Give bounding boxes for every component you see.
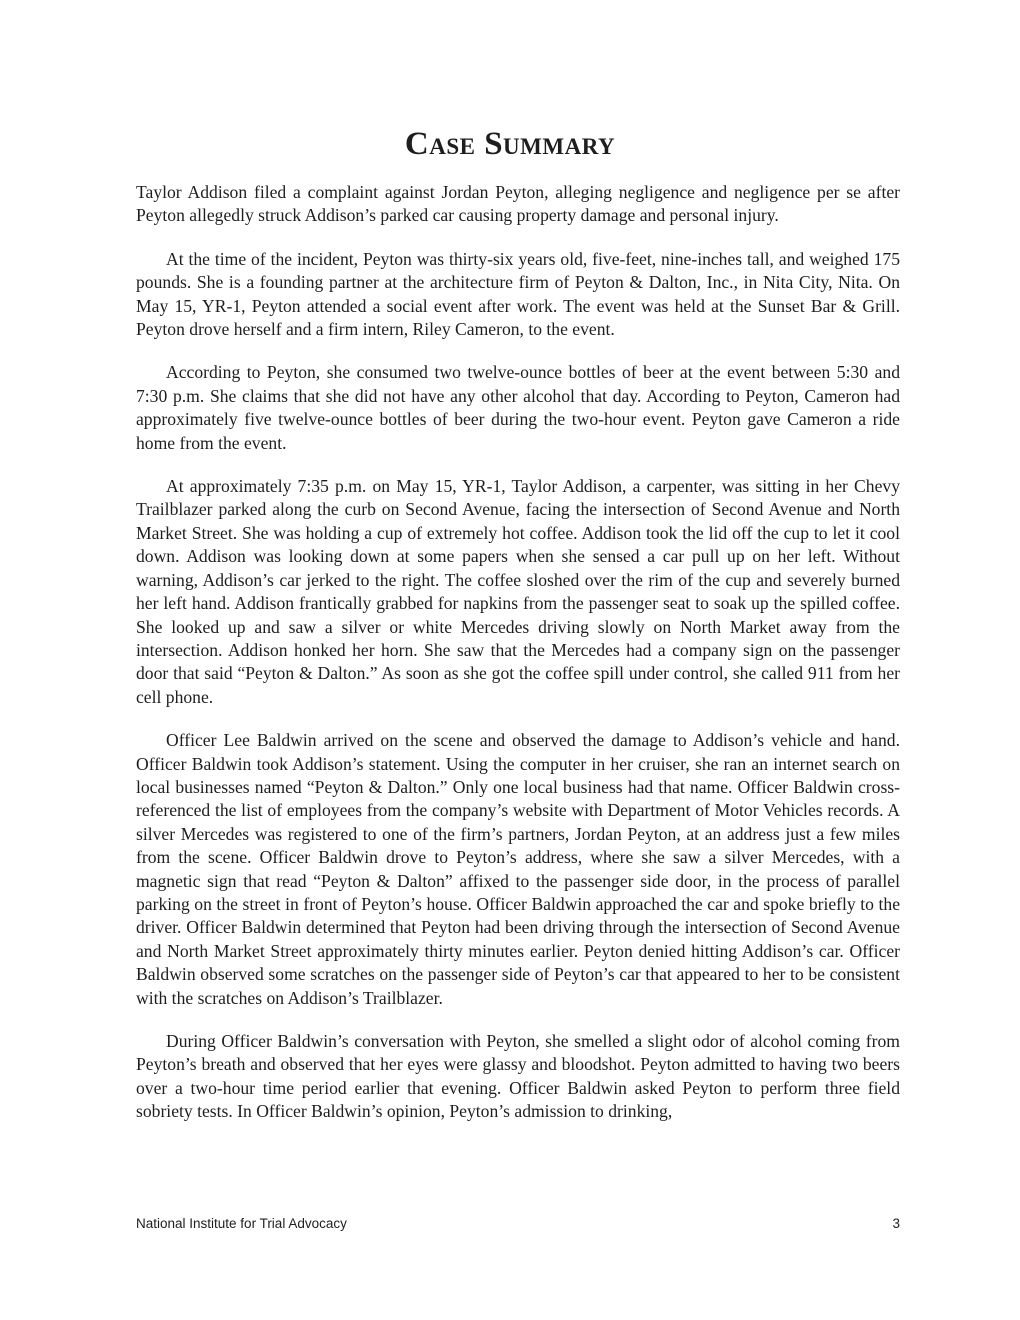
paragraph-peyton-background: At the time of the incident, Peyton was thirty-six years old, five-feet, nine-inches tall, and weighed 175 pounds. She is a founding partner at the architecture firm of Peyton & Dalton, Inc., in Nita City, Nita. On May 15, YR-1, Peyton attended a social event after work. The event was held at the Sunset Bar & Grill. Peyton drove herself and a firm intern, Riley Cameron, to the event.	[136, 248, 900, 340]
page-number: 3	[892, 1216, 900, 1231]
footer-publisher: National Institute for Trial Advocacy	[136, 1216, 347, 1231]
paragraph-sobriety-tests: During Officer Baldwin’s conversation with Peyton, she smelled a slight odor of alcohol coming from Peyton’s breath and observed that her eyes were glassy and bloodshot. Peyton admitted to having two beers over a two-hour time period earlier that evening. Officer Baldwin asked Peyton to perform three field sobriety tests. In Officer Baldwin’s opinion, Peyton’s admission to drinking,	[136, 1031, 900, 1122]
paragraph-alcohol-consumption: According to Peyton, she consumed two twelve-ounce bottles of beer at the event between 5:30 and 7:30 p.m. She claims that she did not have any other alcohol that day. According to Peyton, Cameron had approximately five twelve-ounce bottles of beer during the two-hour event. Peyton gave Cameron a ride home from the event.	[136, 362, 900, 453]
case-summary-body	[136, 181, 900, 1124]
page-title: Case Summary	[404, 126, 616, 162]
paragraph-intro: Taylor Addison filed a complaint against Jordan Peyton, alleging negligence and negligence per se after Peyton allegedly struck Addison’s parked car causing property damage and personal injury.	[136, 182, 900, 226]
paragraph-officer-investigation: Officer Lee Baldwin arrived on the scene and observed the damage to Addison’s vehicle and hand. Officer Baldwin took Addison’s statement. Using the computer in her cruiser, she ran an internet search on local businesses named “Peyton & Dalton.” Only one local business had that name. Officer Baldwin cross-referenced the list of employees from the company’s website with Department of Motor Vehicles records. A silver Mercedes was registered to one of the firm’s partners, Jordan Peyton, at an address just a few miles from the scene. Officer Baldwin drove to Peyton’s address, where she saw a silver Mercedes, with a magnetic sign that read “Peyton & Dalton” affixed to the passenger side door, in the process of parallel parking on the street in front of Peyton’s house. Officer Baldwin approached the car and spoke briefly to the driver. Officer Baldwin determined that Peyton had been driving through the intersection of Second Avenue and North Market Street approximately thirty minutes earlier. Peyton denied hitting Addison’s car. Officer Baldwin observed some scratches on the passenger side of Peyton’s car that appeared to her to be consistent with the scratches on Addison’s Trailblazer.	[136, 730, 900, 1008]
paragraph-incident: At approximately 7:35 p.m. on May 15, YR-1, Taylor Addison, a carpenter, was sitting in her Chevy Trailblazer parked along the curb on Second Avenue, facing the intersection of Second Avenue and North Market Street. She was holding a cup of extremely hot coffee. Addison took the lid off the cup to let it cool down. Addison was looking down at some papers when she sensed a car pull up on her left. Without warning, Addison’s car jerked to the right. The coffee sloshed over the rim of the cup and severely burned her left hand. Addison frantically grabbed for napkins from the passenger seat to soak up the spilled coffee. She looked up and saw a silver or white Mercedes driving slowly on North Market away from the intersection. Addison honked her horn. She saw that the Mercedes had a company sign on the passenger door that said “Peyton & Dalton.” As soon as she got the coffee spill under control, she called 911 from her cell phone.	[136, 476, 900, 707]
